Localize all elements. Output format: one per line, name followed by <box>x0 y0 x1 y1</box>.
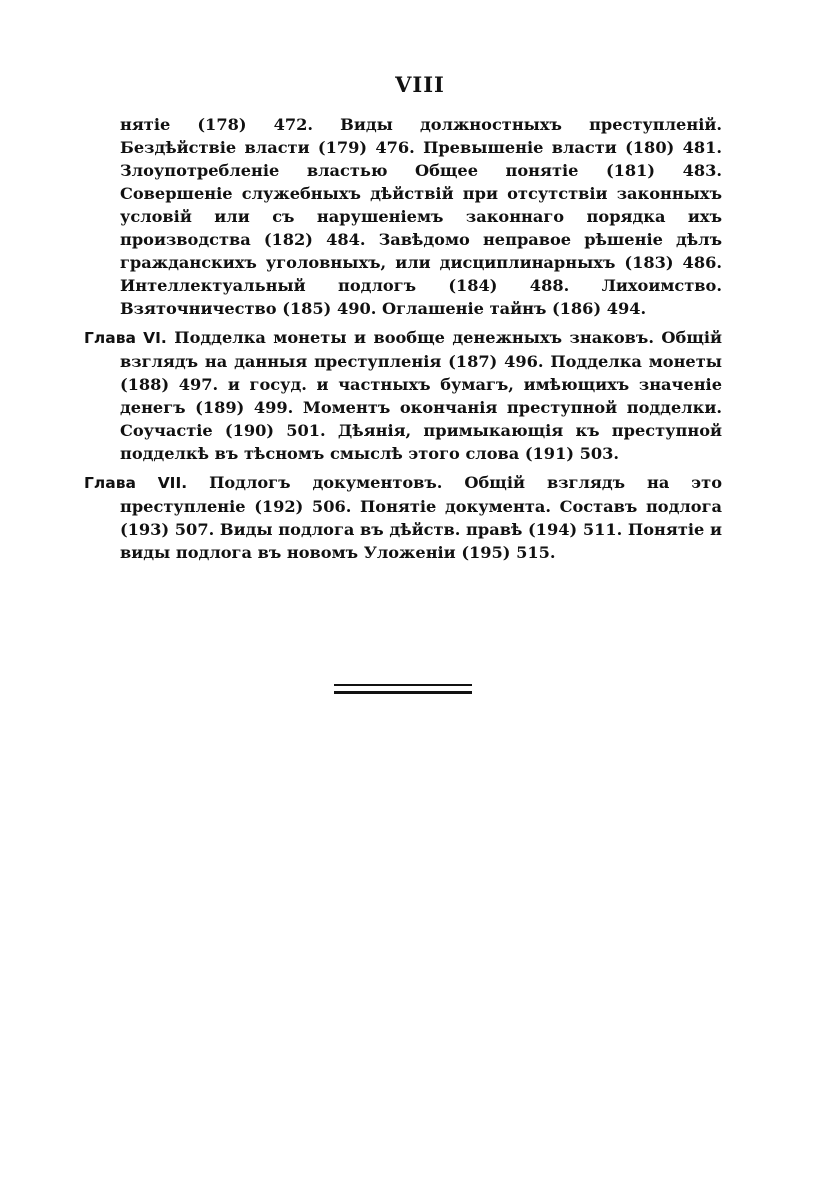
toc-entry-text: нятіе (178) 472. Виды должностныхъ преступленій. Бездѣйствіе власти (179) 476. Превышеніе власти (180) 481. Злоупотребленіе властью Общее понятіе (181) 483. Совершеніе служебныхъ дѣйствій при отсутствіи законныхъ условій или съ нарушеніемъ законнаго порядка ихъ производства (182) 484. Завѣдомо неправое рѣшеніе дѣлъ гражданскихъ уголовныхъ, или дисциплинарныхъ (183) 486. Интеллектуальный подлогъ (184) 488. Лихоимство. Взяточничество (185) 490. Оглашеніе тайнъ (186) 494. <box>120 115 722 318</box>
decorative-rule-bottom <box>334 691 472 694</box>
decorative-rule-top <box>334 684 472 686</box>
toc-entry-chapter-7 <box>84 471 722 564</box>
toc-entry-chapter-6 <box>84 326 722 465</box>
toc-entry-continuation <box>84 113 722 320</box>
chapter-label: Глава VII. <box>84 474 188 492</box>
table-of-contents <box>84 113 722 570</box>
toc-entry-text: Подлогъ документовъ. Общій взглядъ на это преступленіе (192) 506. Понятіе документа. Составъ подлога (193) 507. Виды подлога въ дѣйств. правѣ (194) 511. Понятіе и виды подлога въ новомъ Уложеніи (195) 515. <box>120 473 722 562</box>
chapter-label: Глава VI. <box>84 329 167 347</box>
page-number: VIII <box>395 72 445 97</box>
toc-entry-text: Подделка монеты и вообще денежныхъ знаковъ. Общій взглядъ на данныя преступленія (187) 496. Подделка монеты (188) 497. и госуд. и частныхъ бумагъ, имѣющихъ значеніе денегъ (189) 499. Моментъ окончанія преступной подделки. Соучастіе (190) 501. Дѣянія, примыкающія къ преступной подделкѣ въ тѣсномъ смыслѣ этого слова (191) 503. <box>120 328 722 463</box>
